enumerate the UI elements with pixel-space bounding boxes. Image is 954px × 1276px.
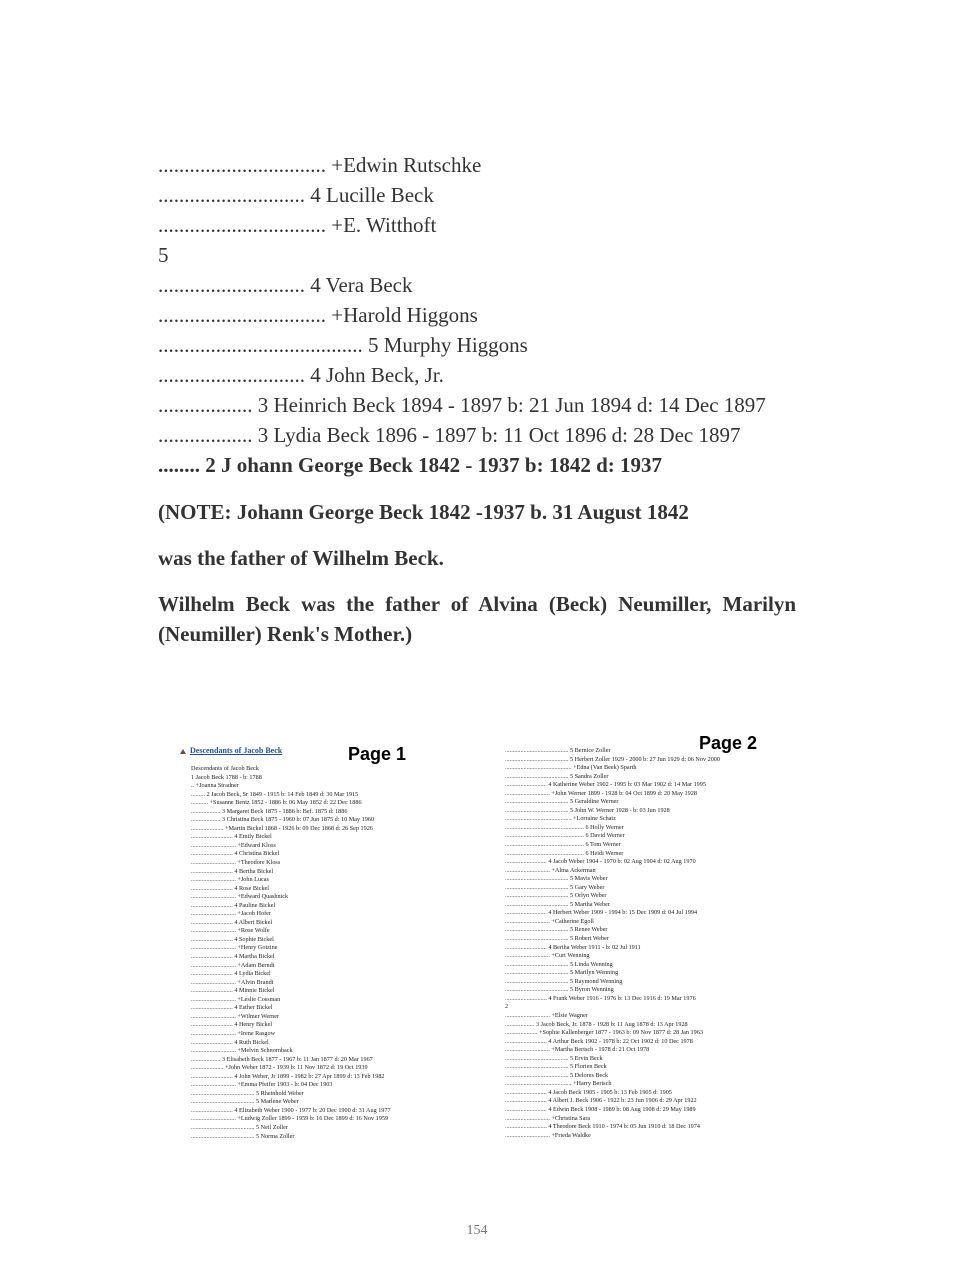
- scan-line: ................... 3 Jacob Beck, Jr. 1878 - 1928 b: 11 Aug 1878 d: 13 Apr 1928: [505, 1020, 688, 1028]
- scan-line: ........................... 4 Bertha Weber 1911 - b: 02 Jul 1911: [505, 943, 641, 951]
- scan-line: ............................. +Catherine Egoll: [505, 917, 594, 925]
- scan-line: ........................... 4 Herbert Weber 1909 - 1994 b: 15 Dec 1909 d: 04 Jul 1994: [505, 909, 698, 917]
- scan-line: ......................................... 5 Martha Weber: [505, 900, 610, 908]
- scan-1-lines: [191, 765, 391, 1141]
- scan-line: ......................................... 5 Ervin Beck: [505, 1054, 603, 1062]
- scan-line: ................................................... 6 Heidi Werner: [505, 849, 624, 857]
- scan-line: 1 Jacob Beck 1788 - b: 1788: [191, 773, 262, 781]
- scan-line: ........................... 4 Martha Bickel: [191, 953, 275, 961]
- scan-line: ......................................... 5 Marlene Weber: [191, 1098, 299, 1106]
- scan-line: ............................. +Edward Quashnick: [191, 893, 289, 901]
- scan-line: ........................... 4 Frank Weber 1916 - 1976 b: 13 Dec 1916 d: 19 Mar 1976: [505, 994, 696, 1002]
- scan-line: ............................. +Edward Kloss: [191, 841, 276, 849]
- scan-line: ............................. +Theodore Kloss: [191, 859, 281, 867]
- scan-line: ......................................... 5 Florien Beck: [505, 1063, 607, 1071]
- genealogy-line: ................................ +E. Witthoft: [158, 213, 437, 237]
- scan-line: ..................... +John Weber 1872 - 1939 b: 11 Nov 1872 d: 19 Oct 1939: [191, 1064, 368, 1072]
- genealogy-line: ....................................... 5 Murphy Higgons: [158, 333, 528, 357]
- scan-line: ......................................... 5 Byron Wenning: [505, 986, 614, 994]
- scan-line: ......................................... 5 Linda Wenning: [505, 960, 613, 968]
- scan-line: ........................... 4 Emily Bickel: [191, 833, 272, 841]
- scan-line: ................................................... 6 Tom Werner: [505, 841, 621, 849]
- scan-line: ............................. +Curt Wenning: [505, 952, 590, 960]
- scan-line: ................... 3 Margaret Beck 1875 - 1886 b: Bef. 1875 d: 1886: [191, 807, 348, 815]
- scan-line: ........... +Susanne Bentz 1852 - 1886 b: 06 May 1852 d: 22 Dec 1886: [191, 799, 362, 807]
- scan-line: ........................... 4 Lydia Bickel: [191, 970, 271, 978]
- scan-line: ........................... 4 Jacob Beck 1905 - 1905 b: 13 Feb 1905 d: 1905: [505, 1088, 672, 1096]
- genealogy-line: .................. 3 Lydia Beck 1896 - 1897 b: 11 Oct 1896 d: 28 Dec 1897: [158, 423, 741, 447]
- scan-line: ................... 3 Elisabeth Beck 1877 - 1967 b: 11 Jan 1877 d: 20 Mar 1967: [191, 1055, 373, 1063]
- scan-line: ........................................... +Lorraine Schatz: [505, 815, 616, 823]
- scan-line: ........................... 4 Katherine Weber 1902 - 1995 b: 03 Mar 1902 d: 14 Mar 1995: [505, 781, 706, 789]
- document-body: [158, 150, 796, 649]
- scan-line: ........................... 4 Albert Bickel: [191, 918, 273, 926]
- scan-line: ............................. +Alma Ackerman: [505, 866, 596, 874]
- scan-line: ........................... 4 Esther Bickel: [191, 1004, 273, 1012]
- scan-line: ............................. +Emma Pfeifer 1903 - b: 04 Dec 1903: [191, 1081, 333, 1089]
- page-2-label: Page 2: [699, 733, 758, 753]
- scan-line: Descendants of Jacob Beck: [191, 765, 259, 772]
- scan-line: ............................. +Christina Sara: [505, 1114, 591, 1122]
- genealogy-line: ........ 2 J ohann George Beck 1842 - 1937 b: 1842 d: 1937: [158, 453, 662, 477]
- genealogy-line: 5: [158, 243, 169, 267]
- collapse-triangle-icon: [180, 749, 186, 754]
- scan-line: ........................... 4 Pauline Bickel: [191, 901, 276, 909]
- scan-line: ..................... +Sophie Kallenberger 1877 - 1963 b: 09 Nov 1877 d: 28 Jan 1963: [505, 1029, 703, 1037]
- note-line: (NOTE: Johann George Beck 1842 -1937 b. 31 August 1842: [158, 500, 689, 524]
- scan-line: ............................. +Wilmer Werner: [191, 1012, 280, 1020]
- genealogy-line: ............................ 4 Lucille Beck: [158, 183, 434, 207]
- genealogy-lines: [158, 150, 796, 480]
- scan-line: ............................. +Jacob Hofer: [191, 910, 271, 918]
- scan-line: ........................... 4 Jacob Weber 1904 - 1970 b: 02 Aug 1904 d: 02 Aug 1970: [505, 858, 696, 866]
- scan-line: ......................................... 5 Norma Zoller: [191, 1132, 295, 1140]
- scan-line: ................... 3 Christina Beck 1875 - 1960 b: 07 Jun 1875 d: 10 May 1960: [191, 816, 375, 824]
- genealogy-line: ................................ +Harold Higgons: [158, 303, 478, 327]
- scan-line: ............................. +Irene Rasgow: [191, 1029, 276, 1037]
- scan-line: ......................................... 5 Orlyn Weber: [505, 892, 607, 900]
- scan-line: ............................. +Adam Berndt: [191, 961, 275, 969]
- scan-line: ......... 2 Jacob Beck, Sr 1849 - 1915 b: 14 Feb 1849 d: 30 Mar 1915: [191, 790, 359, 798]
- scan-line: ........................... 4 Ruth Bickel: [191, 1038, 269, 1046]
- note-block: [158, 497, 796, 649]
- scan-line: ......................................... 5 Gary Weber: [505, 883, 605, 891]
- scan-line: ............................. +Frieda Waldke: [505, 1131, 591, 1139]
- genealogy-line: ................................ +Edwin Rutschke: [158, 153, 482, 177]
- scan-line: ........................... 4 Albert J. Beck 1906 - 1922 b: 23 Jun 1906 d: 29 Apr 1922: [505, 1097, 697, 1105]
- scan-line: ........................... 4 Theodore Beck 1910 - 1974 b: 05 Jun 1910 d: 18 Dec 1974: [505, 1123, 700, 1131]
- page-number: 154: [466, 1223, 488, 1238]
- scan-line: ......................................... 5 Rheinhold Weber: [191, 1089, 304, 1097]
- scan-line: ......................................... 5 Bernice Zoller: [505, 747, 611, 754]
- scan-line: 2: [505, 1003, 509, 1011]
- scan-line: ........................... 4 Edwin Beck 1908 - 1989 b: 08 Aug 1908 d: 29 May 1989: [505, 1105, 696, 1113]
- scan-line: ......................................... 5 Geraldine Werner: [505, 798, 619, 806]
- scan-link-title: Descendants of Jacob Beck: [190, 746, 283, 755]
- scan-line: ............................. +John Werner 1899 - 1928 b: 04 Oct 1899 d: 20 May 1928: [505, 789, 697, 797]
- scan-line: ..................... +Martin Bickel 1868 - 1926 b: 09 Dec 1868 d: 26 Sep 1926: [191, 824, 373, 832]
- scan-line: ............................. +Leslie Cossman: [191, 995, 281, 1003]
- scan-line: ......................................... 5 Sandra Zoller: [505, 772, 609, 780]
- scan-line: ........................... 4 Arthur Beck 1902 - 1978 b: 22 Oct 1902 d: 10 Dec 1978: [505, 1037, 693, 1045]
- scan-line: ............................. +Ludwig Zoller 1899 - 1959 b: 16 Dec 1899 d: 16 Nov 1959: [191, 1115, 389, 1123]
- genealogy-line: .................. 3 Heinrich Beck 1894 - 1897 b: 21 Jun 1894 d: 14 Dec 1897: [158, 393, 766, 417]
- scan-line: ................................................... 6 Holly Werner: [505, 823, 624, 831]
- scanned-page-2-image: [505, 732, 795, 1144]
- scan-line: ........................................... +Harry Bertsch: [505, 1080, 612, 1088]
- genealogy-line: ............................ 4 Vera Beck: [158, 273, 413, 297]
- scan-line: ............................. +Alvin Brandt: [191, 978, 274, 986]
- scan-line: ........................... 4 Sophie Bickel: [191, 935, 274, 943]
- scan-line: ............................. +Henry Gotzine: [191, 944, 278, 952]
- scan-line: ........................... 4 Bertha Bickel: [191, 867, 274, 875]
- scan-line: ............................. +Rose Wolfe: [191, 927, 270, 935]
- scan-line: ......................................... 5 Renee Weber: [505, 926, 608, 934]
- scan-line: ......................................... 5 Delores Beck: [505, 1071, 609, 1079]
- scan-line: ........................................... +Edna (Van Beek) Sparth: [505, 764, 637, 772]
- scan-2-lines: [505, 747, 720, 1140]
- scanned-page-1-image: [178, 732, 468, 1144]
- scan-line: ............................. +Elsie Wagner: [505, 1011, 588, 1019]
- scan-line: ........................... 4 John Weber, Jr 1899 - 1982 b: 27 Apr 1899 d: 13 Feb 1982: [191, 1072, 385, 1080]
- scan-line: ......................................... 5 Mavis Weber: [505, 875, 608, 883]
- scan-line: ......................................... 5 Herbert Zoller 1929 - 2000 b: 27 Jun 1929 d: 06 Nov 2000: [505, 755, 720, 763]
- page-1-label: Page 1: [348, 744, 407, 764]
- scan-line: ......................................... 5 Marilyn Wenning: [505, 969, 619, 977]
- scan-line: ........................... 4 Henry Bickel: [191, 1021, 273, 1029]
- scan-line: ........................... 4 Minnie Bickel: [191, 987, 275, 995]
- scan-line: ......................................... 5 Robert Weber: [505, 935, 609, 943]
- scan-line: ......................................... 5 John W. Werner 1928 - b: 03 Jun 1928: [505, 806, 670, 814]
- scan-line: ................................................... 6 David Werner: [505, 832, 625, 840]
- scan-line: .. +Joanna Stradner: [191, 782, 239, 790]
- scan-line: ........................... 4 Elizabeth Weber 1900 - 1977 b: 20 Dec 1900 d: 31 Aug 1977: [191, 1106, 391, 1114]
- note-line: Wilhelm Beck was the father of Alvina (Beck) Neumiller, Marilyn (Neumiller) Renk's Mother.): [158, 592, 796, 646]
- scan-line: ............................. +Martha Bertsch - 1978 d: 21 Oct 1978: [505, 1046, 650, 1054]
- scan-line: ........................... 4 Rose Bickel: [191, 884, 270, 892]
- scan-line: ......................................... 5 Raymond Wenning: [505, 977, 623, 985]
- scan-line: ............................. +John Lucas: [191, 876, 269, 884]
- scan-line: ......................................... 5 Neil Zoller: [191, 1123, 288, 1131]
- scan-line: ............................. +Melvin Schnornback: [191, 1047, 293, 1055]
- scan-line: ........................... 4 Christina Bickel: [191, 850, 280, 858]
- genealogy-line: ............................ 4 John Beck, Jr.: [158, 363, 444, 387]
- note-line: was the father of Wilhelm Beck.: [158, 546, 444, 570]
